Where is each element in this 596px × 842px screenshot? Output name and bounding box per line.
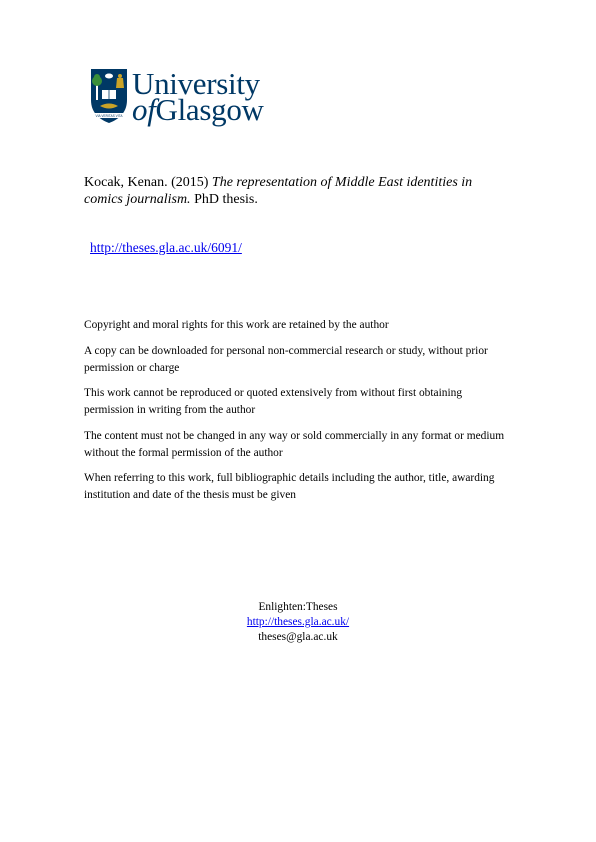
rights-statement: The content must not be changed in any way or sold commercially in any format or medium without the formal permission of the author — [84, 429, 505, 459]
footer — [0, 600, 596, 645]
logo-line-glasgow: Glasgow — [155, 92, 264, 127]
citation-author-year: Kocak, Kenan. (2015) — [84, 175, 209, 190]
logo-line-university: University — [132, 66, 260, 101]
footer-service-name: Enlighten:Theses — [258, 601, 338, 613]
thesis-record-link[interactable]: http://theses.gla.ac.uk/6091/ — [90, 240, 242, 255]
citation — [84, 174, 514, 208]
rights-statement: When referring to this work, full bibliographic details including the author, title, awarding institution and date of the thesis must be given — [84, 472, 495, 501]
university-crest-icon — [90, 68, 128, 124]
logo-of: of — [132, 92, 156, 127]
crest-motto: VIA VERITAS VITA — [95, 114, 123, 118]
citation-title: The representation of Middle East identities in comics journalism. — [84, 175, 473, 207]
university-logo — [90, 68, 270, 126]
footer-email: theses@gla.ac.uk — [258, 631, 338, 643]
rights-statement: This work cannot be reproduced or quoted extensively from without first obtaining permission in writing from the author — [84, 387, 463, 416]
logo-wordmark — [132, 68, 264, 125]
citation-suffix: PhD thesis. — [194, 192, 258, 207]
rights-statements — [84, 317, 514, 513]
rights-statement: Copyright and moral rights for this work are retained by the author — [84, 319, 389, 331]
rights-statement: A copy can be downloaded for personal non-commercial research or study, without prior permission or charge — [84, 344, 488, 374]
footer-website-link[interactable]: http://theses.gla.ac.uk/ — [246, 616, 350, 628]
